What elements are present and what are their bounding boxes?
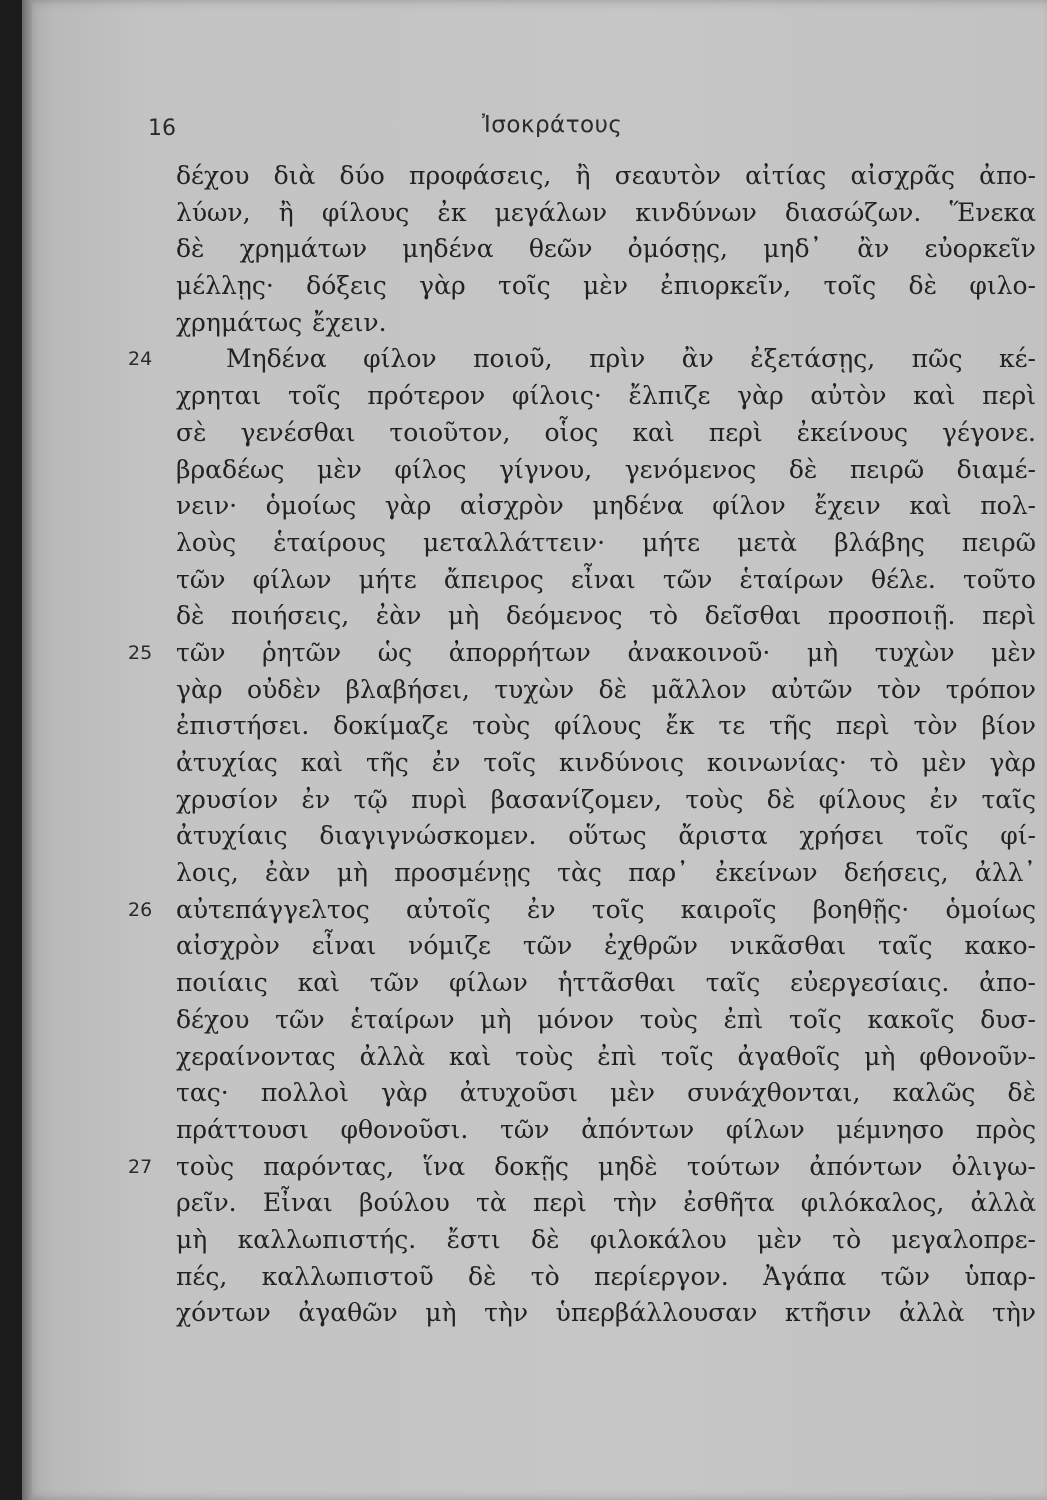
text-line (22, 268, 1047, 305)
line-text: ρεῖν. Εἶναι βούλου τὰ περὶ τὴν ἐσθῆτα φιλόκαλος, ἀλλὰ (176, 1188, 1036, 1218)
line-text: χρυσίον ἐν τῷ πυρὶ βασανίζομεν, τοὺς δὲ φίλους ἐν ταῖς (176, 784, 1036, 814)
line-text: χόντων ἀγαθῶν μὴ τὴν ὑπερβάλλουσαν κτῆσιν ἀλλὰ τὴν (176, 1298, 1036, 1328)
text-line (22, 341, 1047, 378)
line-text: αὐτεπάγγελτος αὐτοῖς ἐν τοῖς καιροῖς βοηθῇς· ὁμοίως (176, 894, 1036, 924)
text-line (22, 195, 1047, 232)
line-text: τας· πολλοὶ γὰρ ἀτυχοῦσι μὲν συνάχθονται, καλῶς δὲ (176, 1078, 1036, 1108)
text-line (22, 305, 1047, 342)
line-text: γὰρ οὐδὲν βλαβήσει, τυχὼν δὲ μᾶλλον αὐτῶν τὸν τρόπον (176, 674, 1036, 704)
text-line (22, 855, 1047, 892)
text-line (22, 415, 1047, 452)
line-text: δέχου διὰ δύο προφάσεις, ἢ σεαυτὸν αἰτίας αἰσχρᾶς ἀπο- (176, 161, 1036, 190)
line-text: χρηται τοῖς πρότερον φίλοις· ἔλπιζε γὰρ αὐτὸν καὶ περὶ (176, 381, 1036, 411)
line-text: αἰσχρὸν εἶναι νόμιζε τῶν ἐχθρῶν νικᾶσθαι ταῖς κακο- (176, 931, 1036, 961)
line-text: μέλλῃς· δόξεις γὰρ τοῖς μὲν ἐπιορκεῖν, τοῖς δὲ φιλο- (176, 271, 1036, 301)
line-text: τοὺς παρόντας, ἵνα δοκῇς μηδὲ τούτων ἀπόντων ὀλιγω- (176, 1151, 1036, 1181)
line-text: χεραίνοντας ἀλλὰ καὶ τοὺς ἐπὶ τοῖς ἀγαθοῖς μὴ φθονοῦν- (176, 1041, 1036, 1071)
running-head: Ἰσοκράτους (482, 112, 623, 138)
line-text: σὲ γενέσθαι τοιοῦτον, οἷος καὶ περὶ ἐκείνους γέγονε. (176, 417, 1036, 447)
text-line (22, 598, 1047, 635)
text-line (22, 1259, 1047, 1296)
line-text: ἐπιστήσει. δοκίμαζε τοὺς φίλους ἔκ τε τῆς περὶ τὸν βίον (176, 711, 1036, 741)
page-header (22, 112, 1047, 152)
line-text: Μηδένα φίλον ποιοῦ, πρὶν ἂν ἐξετάσῃς, πῶς κέ- (226, 344, 1036, 374)
text-line (22, 562, 1047, 599)
text-line (22, 1185, 1047, 1222)
line-text: δὲ χρημάτων μηδένα θεῶν ὀμόσῃς, μηδ᾽ ἂν εὐορκεῖν (176, 234, 1036, 264)
text-line (22, 1222, 1047, 1259)
text-line (22, 1075, 1047, 1112)
text-line (22, 708, 1047, 745)
text-line (22, 1149, 1047, 1186)
book-page (22, 0, 1047, 1500)
text-line (22, 818, 1047, 855)
greek-text-block (22, 158, 1047, 1332)
line-text: τῶν φίλων μήτε ἄπειρος εἶναι τῶν ἑταίρων θέλε. τοῦτο (176, 564, 1036, 594)
line-text: ἀτυχίας καὶ τῆς ἐν τοῖς κινδύνοις κοινωνίας· τὸ μὲν γὰρ (176, 748, 1036, 777)
line-text: λοις, ἐὰν μὴ προσμένῃς τὰς παρ᾽ ἐκείνων δεήσεις, ἀλλ᾽ (176, 858, 1036, 888)
line-text: πές, καλλωπιστοῦ δὲ τὸ περίεργον. Ἀγάπα τῶν ὑπαρ- (176, 1261, 1036, 1291)
text-line (22, 672, 1047, 709)
line-text: μὴ καλλωπιστής. ἔστι δὲ φιλοκάλου μὲν τὸ μεγαλοπρε- (176, 1224, 1036, 1254)
line-text: χρημάτως ἔχειν. (176, 307, 387, 337)
text-line (22, 158, 1047, 195)
text-line (22, 378, 1047, 415)
line-text: τῶν ῥητῶν ὡς ἀπορρήτων ἀνακοινοῦ· μὴ τυχὼν μὲν (176, 637, 1036, 667)
text-line (22, 782, 1047, 819)
section-number: 25 (128, 641, 153, 664)
line-text: νειν· ὁμοίως γὰρ αἰσχρὸν μηδένα φίλον ἔχειν καὶ πολ- (176, 491, 1036, 521)
text-line (22, 745, 1047, 782)
text-line (22, 635, 1047, 672)
text-line (22, 231, 1047, 268)
text-line (22, 452, 1047, 489)
text-line (22, 1002, 1047, 1039)
line-text: δὲ ποιήσεις, ἐὰν μὴ δεόμενος τὸ δεῖσθαι προσποιῇ. περὶ (176, 601, 1036, 631)
line-text: λοὺς ἑταίρους μεταλλάττειν· μήτε μετὰ βλάβης πειρῶ (176, 527, 1036, 557)
text-line (22, 1295, 1047, 1332)
page-number: 16 (148, 116, 176, 141)
line-text: ἀτυχίαις διαγιγνώσκομεν. οὕτως ἄριστα χρήσει τοῖς φί- (176, 821, 1036, 851)
line-text: λύων, ἢ φίλους ἐκ μεγάλων κινδύνων διασώζων. Ἕνεκα (176, 197, 1036, 227)
section-number: 26 (128, 898, 153, 921)
text-line (22, 892, 1047, 929)
text-line (22, 1039, 1047, 1076)
section-number: 24 (128, 348, 153, 371)
text-line (22, 1112, 1047, 1149)
text-line (22, 928, 1047, 965)
text-line (22, 488, 1047, 525)
line-text: βραδέως μὲν φίλος γίγνου, γενόμενος δὲ πειρῶ διαμέ- (176, 454, 1036, 484)
line-text: δέχου τῶν ἑταίρων μὴ μόνον τοὺς ἐπὶ τοῖς κακοῖς δυσ- (176, 1004, 1036, 1034)
section-number: 27 (128, 1155, 153, 1178)
line-text: ποιίαις καὶ τῶν φίλων ἡττᾶσθαι ταῖς εὐεργεσίαις. ἀπο- (176, 968, 1036, 998)
line-text: πράττουσι φθονοῦσι. τῶν ἀπόντων φίλων μέμνησο πρὸς (176, 1114, 1036, 1144)
text-line (22, 965, 1047, 1002)
text-line (22, 525, 1047, 562)
